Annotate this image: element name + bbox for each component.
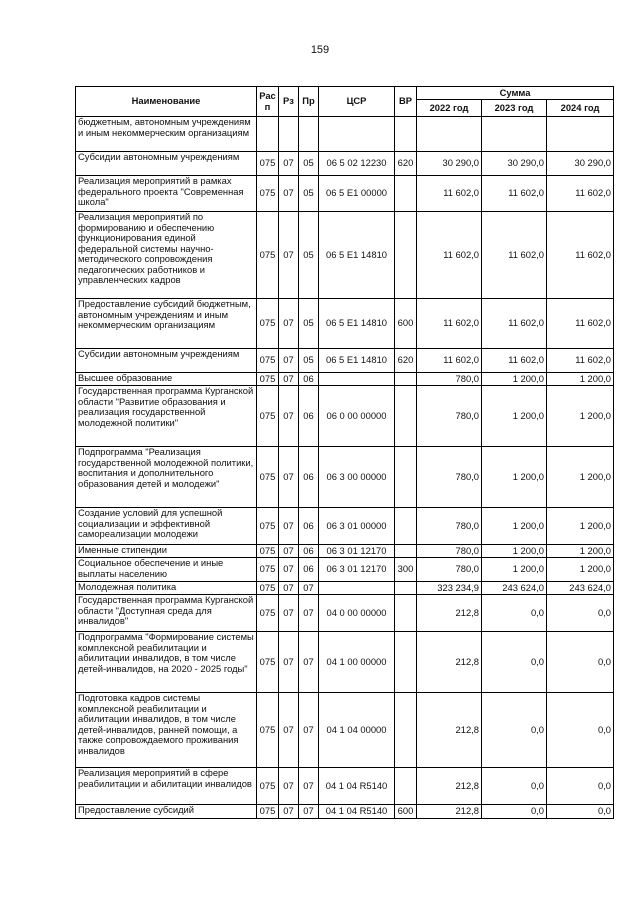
row-amount-2024: 1 200,0 [547, 558, 614, 582]
row-amount-2024: 11 602,0 [547, 212, 614, 299]
row-pr: 07 [299, 768, 319, 805]
header-pr: Пр [299, 87, 319, 117]
row-amount-2024: 0,0 [547, 595, 614, 632]
row-name: Создание условий для успешной социализации и эффективной самореализации молодежи [76, 508, 257, 545]
header-csr: ЦСР [319, 87, 395, 117]
row-name: Подпрограмма "Реализация государственной молодежной политики, воспитания и дополнительного образования детей и молодежи" [76, 447, 257, 508]
row-vr [395, 212, 417, 299]
row-csr [319, 582, 395, 595]
row-rz: 07 [279, 212, 299, 299]
row-pr: 05 [299, 349, 319, 373]
row-name: Подпрограмма "Формирование системы комплексной реабилитации и абилитации инвалидов, в том числе детей-инвалидов, на 2020 - 2025 годы" [76, 632, 257, 693]
row-pr: 06 [299, 508, 319, 545]
row-amount-2024: 0,0 [547, 768, 614, 805]
row-amount-2024: 11 602,0 [547, 299, 614, 349]
row-amount-2022: 780,0 [417, 447, 482, 508]
table-row [76, 212, 614, 299]
row-vr [395, 768, 417, 805]
row-pr: 07 [299, 582, 319, 595]
row-name: Подготовка кадров системы комплексной реабилитации и абилитации инвалидов, в том числе детей-инвалидов, ранней помощи, а также сопровождаемого проживания инвалидов [76, 693, 257, 768]
row-pr: 06 [299, 545, 319, 558]
row-amount-2023: 0,0 [482, 632, 547, 693]
header-year: 2024 год [547, 100, 614, 117]
row-amount-2023: 0,0 [482, 693, 547, 768]
row-name: Субсидии автономным учреждениям [76, 152, 257, 176]
row-pr: 05 [299, 212, 319, 299]
row-rz: 07 [279, 176, 299, 212]
row-amount-2023: 1 200,0 [482, 373, 547, 386]
row-ras: 075 [257, 152, 279, 176]
row-ras: 075 [257, 508, 279, 545]
table-row [76, 632, 614, 693]
row-name: Субсидии автономным учреждениям [76, 349, 257, 373]
row-name: Реализация мероприятий по формированию и обеспечению функционирования единой федеральной системы научно-методического сопровождения педагогических работников и управленческих кадров [76, 212, 257, 299]
row-amount-2023: 243 624,0 [482, 582, 547, 595]
table-row [76, 117, 614, 152]
row-name: Государственная программа Курганской области "Развитие образования и реализация государственной молодежной политики" [76, 386, 257, 447]
row-amount-2024: 11 602,0 [547, 349, 614, 373]
row-amount-2022: 780,0 [417, 373, 482, 386]
row-csr: 04 1 04 00000 [319, 693, 395, 768]
table-row [76, 373, 614, 386]
row-amount-2024: 1 200,0 [547, 447, 614, 508]
row-csr: 04 1 04 R5140 [319, 805, 395, 819]
row-ras: 075 [257, 805, 279, 819]
row-pr: 06 [299, 558, 319, 582]
row-csr [319, 373, 395, 386]
row-amount-2024: 11 602,0 [547, 176, 614, 212]
row-vr: 600 [395, 805, 417, 819]
row-ras: 075 [257, 176, 279, 212]
header-year: 2023 год [482, 100, 547, 117]
row-amount-2023: 0,0 [482, 768, 547, 805]
row-amount-2022: 212,8 [417, 595, 482, 632]
row-amount-2024: 0,0 [547, 632, 614, 693]
row-vr [395, 632, 417, 693]
row-amount-2024: 0,0 [547, 805, 614, 819]
row-rz: 07 [279, 768, 299, 805]
row-vr [395, 176, 417, 212]
row-rz: 07 [279, 545, 299, 558]
row-pr [299, 117, 319, 152]
row-amount-2022: 212,8 [417, 632, 482, 693]
row-csr: 06 3 01 00000 [319, 508, 395, 545]
row-amount-2024: 1 200,0 [547, 386, 614, 447]
row-amount-2023: 1 200,0 [482, 508, 547, 545]
row-amount-2022: 11 602,0 [417, 212, 482, 299]
row-rz: 07 [279, 595, 299, 632]
row-amount-2023: 0,0 [482, 595, 547, 632]
row-pr: 06 [299, 373, 319, 386]
row-ras: 075 [257, 545, 279, 558]
row-rz: 07 [279, 349, 299, 373]
row-pr: 06 [299, 447, 319, 508]
row-vr [395, 447, 417, 508]
row-amount-2022: 11 602,0 [417, 299, 482, 349]
table-row [76, 299, 614, 349]
row-amount-2023: 1 200,0 [482, 386, 547, 447]
row-amount-2022: 212,8 [417, 805, 482, 819]
table-row [76, 768, 614, 805]
row-name: Реализация мероприятий в рамках федерального проекта "Современная школа" [76, 176, 257, 212]
row-amount-2024: 1 200,0 [547, 508, 614, 545]
row-vr [395, 595, 417, 632]
row-pr: 07 [299, 805, 319, 819]
row-name: Государственная программа Курганской области "Доступная среда для инвалидов" [76, 595, 257, 632]
row-rz: 07 [279, 582, 299, 595]
row-amount-2022: 780,0 [417, 508, 482, 545]
row-vr [395, 693, 417, 768]
row-amount-2022: 780,0 [417, 545, 482, 558]
row-rz: 07 [279, 558, 299, 582]
row-name: Реализация мероприятий в сфере реабилитации и абилитации инвалидов [76, 768, 257, 805]
row-ras: 075 [257, 595, 279, 632]
row-csr [319, 117, 395, 152]
row-name: Предоставление субсидий [76, 805, 257, 819]
row-amount-2024: 243 624,0 [547, 582, 614, 595]
row-rz: 07 [279, 447, 299, 508]
row-pr: 07 [299, 632, 319, 693]
row-ras [257, 117, 279, 152]
row-amount-2022: 212,8 [417, 693, 482, 768]
row-rz: 07 [279, 632, 299, 693]
header-ras: Рас п [257, 87, 279, 117]
row-csr: 04 1 00 00000 [319, 632, 395, 693]
row-csr: 06 5 E1 14810 [319, 349, 395, 373]
table-row [76, 508, 614, 545]
row-amount-2023: 0,0 [482, 805, 547, 819]
row-amount-2022: 780,0 [417, 386, 482, 447]
row-rz: 07 [279, 805, 299, 819]
row-vr [395, 373, 417, 386]
header-vr: ВР [395, 87, 417, 117]
row-amount-2022: 11 602,0 [417, 176, 482, 212]
row-vr [395, 508, 417, 545]
row-name: бюджетным, автономным учреждениям и иным некоммерческим организациям [76, 117, 257, 152]
row-ras: 075 [257, 768, 279, 805]
table-row [76, 176, 614, 212]
table-row [76, 447, 614, 508]
row-pr: 05 [299, 176, 319, 212]
row-amount-2024: 30 290,0 [547, 152, 614, 176]
row-vr: 620 [395, 349, 417, 373]
row-rz: 07 [279, 693, 299, 768]
row-amount-2023: 1 200,0 [482, 545, 547, 558]
row-ras: 075 [257, 299, 279, 349]
row-csr: 06 5 E1 00000 [319, 176, 395, 212]
header-summa: Сумма [417, 87, 614, 100]
row-amount-2023: 1 200,0 [482, 558, 547, 582]
row-rz: 07 [279, 152, 299, 176]
row-amount-2024: 1 200,0 [547, 373, 614, 386]
row-csr: 06 0 00 00000 [319, 386, 395, 447]
row-rz: 07 [279, 299, 299, 349]
row-amount-2023: 11 602,0 [482, 176, 547, 212]
table-row [76, 582, 614, 595]
row-ras: 075 [257, 632, 279, 693]
budget-table-body [76, 117, 614, 819]
row-amount-2023: 30 290,0 [482, 152, 547, 176]
row-csr: 06 5 E1 14810 [319, 299, 395, 349]
row-csr: 06 3 00 00000 [319, 447, 395, 508]
row-ras: 075 [257, 693, 279, 768]
row-ras: 075 [257, 447, 279, 508]
row-csr: 06 3 01 12170 [319, 558, 395, 582]
row-rz: 07 [279, 373, 299, 386]
row-amount-2024 [547, 117, 614, 152]
row-amount-2024: 0,0 [547, 693, 614, 768]
row-amount-2022: 780,0 [417, 558, 482, 582]
row-pr: 05 [299, 152, 319, 176]
row-vr [395, 582, 417, 595]
row-vr: 620 [395, 152, 417, 176]
row-name: Молодежная политика [76, 582, 257, 595]
row-ras: 075 [257, 582, 279, 595]
row-amount-2023: 11 602,0 [482, 349, 547, 373]
row-csr: 04 0 00 00000 [319, 595, 395, 632]
row-ras: 075 [257, 386, 279, 447]
row-csr: 06 5 E1 14810 [319, 212, 395, 299]
header-year: 2022 год [417, 100, 482, 117]
row-ras: 075 [257, 349, 279, 373]
row-pr: 05 [299, 299, 319, 349]
row-amount-2022: 323 234,9 [417, 582, 482, 595]
row-name: Социальное обеспечение и иные выплаты населению [76, 558, 257, 582]
row-name: Именные стипендии [76, 545, 257, 558]
row-vr [395, 117, 417, 152]
budget-table [75, 86, 614, 819]
page-number: 159 [310, 44, 330, 56]
row-pr: 07 [299, 595, 319, 632]
row-vr [395, 545, 417, 558]
table-row [76, 386, 614, 447]
table-row [76, 693, 614, 768]
row-pr: 07 [299, 693, 319, 768]
table-row [76, 152, 614, 176]
row-csr: 06 5 02 12230 [319, 152, 395, 176]
row-pr: 06 [299, 386, 319, 447]
table-row [76, 349, 614, 373]
row-rz: 07 [279, 508, 299, 545]
row-rz: 07 [279, 386, 299, 447]
row-amount-2022: 30 290,0 [417, 152, 482, 176]
row-amount-2022: 11 602,0 [417, 349, 482, 373]
row-name: Предоставление субсидий бюджетным, автономным учреждениям и иным некоммерческим организациям [76, 299, 257, 349]
row-amount-2023: 11 602,0 [482, 299, 547, 349]
row-amount-2023: 11 602,0 [482, 212, 547, 299]
table-row [76, 805, 614, 819]
table-row [76, 545, 614, 558]
row-csr: 06 3 01 12170 [319, 545, 395, 558]
row-name: Высшее образование [76, 373, 257, 386]
row-vr: 600 [395, 299, 417, 349]
row-ras: 075 [257, 212, 279, 299]
row-amount-2023: 1 200,0 [482, 447, 547, 508]
row-csr: 04 1 04 R5140 [319, 768, 395, 805]
table-row [76, 595, 614, 632]
header-name: Наименование [76, 87, 257, 117]
row-amount-2024: 1 200,0 [547, 545, 614, 558]
row-rz [279, 117, 299, 152]
row-ras: 075 [257, 558, 279, 582]
row-amount-2022: 212,8 [417, 768, 482, 805]
row-vr: 300 [395, 558, 417, 582]
row-ras: 075 [257, 373, 279, 386]
table-row [76, 558, 614, 582]
row-amount-2022 [417, 117, 482, 152]
row-amount-2023 [482, 117, 547, 152]
row-vr [395, 386, 417, 447]
header-rz: Рз [279, 87, 299, 117]
